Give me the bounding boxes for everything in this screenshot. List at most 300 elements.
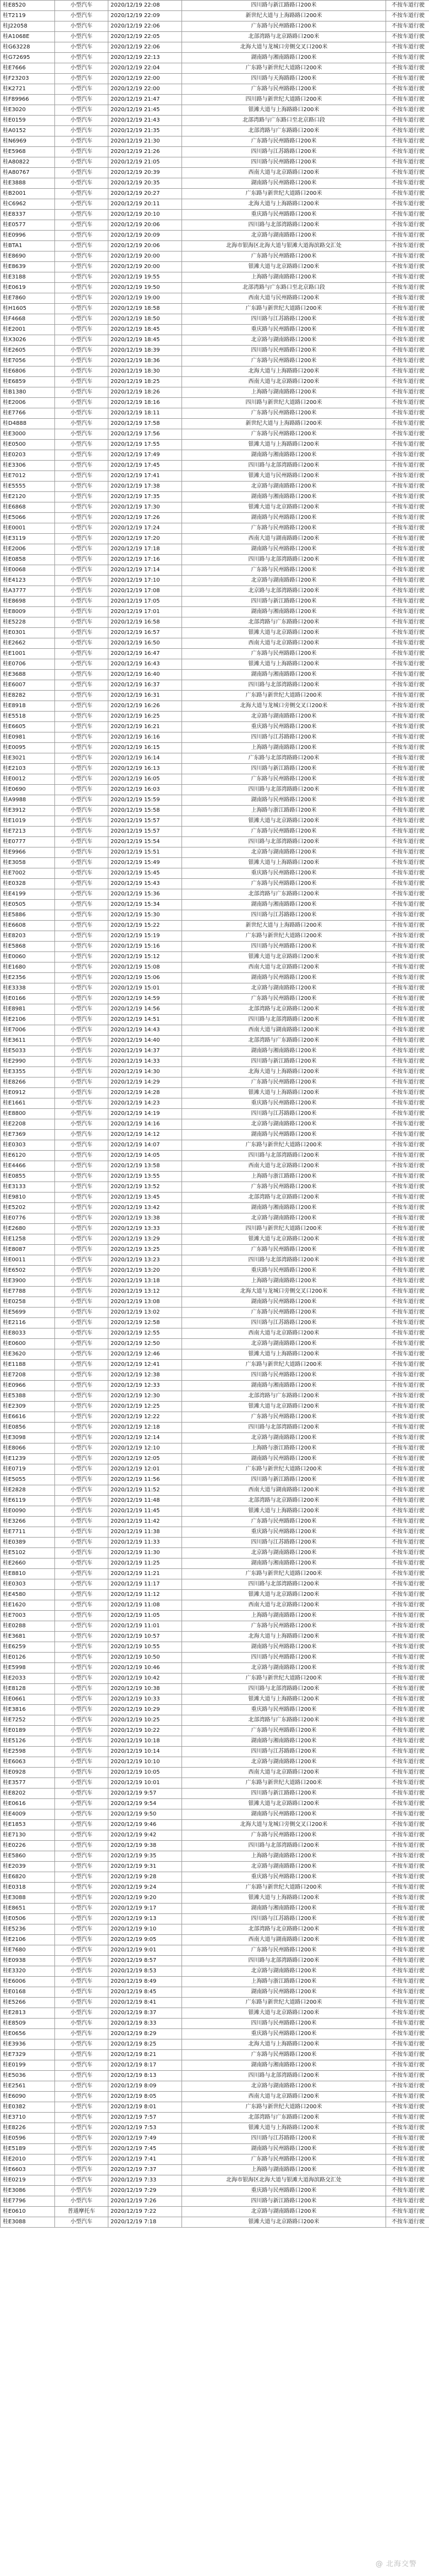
violation-action-cell: 不按车道行驶 xyxy=(386,1778,429,1789)
violation-location-cell: 四川路与江苏路路口200米 xyxy=(182,910,386,921)
violation-action-cell: 不按车道行驶 xyxy=(386,1569,429,1579)
violation-action-cell: 不按车道行驶 xyxy=(386,2144,429,2154)
violation-time-cell: 2020/12/19 15:01 xyxy=(108,983,182,994)
violation-time-cell: 2020/12/19 10:01 xyxy=(108,1778,182,1789)
vehicle-type-cell: 小型汽车 xyxy=(55,210,108,220)
violation-time-cell: 2020/12/19 16:16 xyxy=(108,732,182,743)
violation-time-cell: 2020/12/19 16:14 xyxy=(108,753,182,764)
table-row xyxy=(1,2123,429,2134)
violation-location-cell: 重庆路与民州路路口200米 xyxy=(182,2029,386,2039)
table-row xyxy=(1,461,429,471)
violation-action-cell: 不按车道行驶 xyxy=(386,1193,429,1203)
plate-number-cell: 桂E0938 xyxy=(1,1956,55,1966)
table-row xyxy=(1,105,429,116)
vehicle-type-cell: 小型汽车 xyxy=(55,638,108,649)
table-row xyxy=(1,147,429,157)
violation-time-cell: 2020/12/19 17:45 xyxy=(108,461,182,471)
plate-number-cell: 桂E2120 xyxy=(1,492,55,502)
table-row xyxy=(1,429,429,440)
violation-location-cell: 湖南路与民州路路口200米 xyxy=(182,1130,386,1140)
violation-location-cell: 北京路与湖南路路口200米 xyxy=(182,847,386,858)
violation-action-cell: 不按车道行驶 xyxy=(386,2008,429,2019)
plate-number-cell: 桂E0616 xyxy=(1,1799,55,1809)
plate-number-cell: 桂E0303 xyxy=(1,1140,55,1151)
table-row xyxy=(1,116,429,126)
violation-time-cell: 2020/12/19 20:11 xyxy=(108,199,182,210)
vehicle-type-cell: 小型汽车 xyxy=(55,220,108,231)
vehicle-type-cell: 小型汽车 xyxy=(55,1193,108,1203)
plate-number-cell: 桂E3912 xyxy=(1,806,55,816)
violation-location-cell: 银滩大道与民州路路口200米 xyxy=(182,471,386,482)
violation-time-cell: 2020/12/19 8:49 xyxy=(108,1977,182,1987)
vehicle-type-cell: 小型汽车 xyxy=(55,2196,108,2207)
violation-action-cell: 不按车道行驶 xyxy=(386,837,429,847)
violation-action-cell: 不按车道行驶 xyxy=(386,1360,429,1370)
vehicle-type-cell: 小型汽车 xyxy=(55,1464,108,1475)
vehicle-type-cell: 小型汽车 xyxy=(55,1088,108,1098)
vehicle-type-cell: 小型汽车 xyxy=(55,2008,108,2019)
violation-action-cell: 不按车道行驶 xyxy=(386,1370,429,1381)
violation-location-cell: 广东路与新世纪大道路口200米 xyxy=(182,1360,386,1370)
table-row xyxy=(1,2175,429,2186)
violation-action-cell: 不按车道行驶 xyxy=(386,1391,429,1402)
vehicle-type-cell: 小型汽车 xyxy=(55,419,108,429)
violation-location-cell: 四川路与北部湾路路口200米 xyxy=(182,1579,386,1590)
violation-action-cell: 不按车道行驶 xyxy=(386,994,429,1004)
plate-number-cell: 桂A80822 xyxy=(1,157,55,168)
violation-time-cell: 2020/12/19 17:38 xyxy=(108,482,182,492)
plate-number-cell: 桂E8810 xyxy=(1,1569,55,1579)
violation-action-cell: 不按车道行驶 xyxy=(386,1893,429,1904)
vehicle-type-cell: 小型汽车 xyxy=(55,1590,108,1600)
violation-action-cell: 不按车道行驶 xyxy=(386,314,429,325)
plate-number-cell: 桂E0258 xyxy=(1,1297,55,1308)
violation-time-cell: 2020/12/19 12:22 xyxy=(108,1412,182,1423)
vehicle-type-cell: 小型汽车 xyxy=(55,942,108,952)
vehicle-type-cell: 小型汽车 xyxy=(55,1130,108,1140)
violation-time-cell: 2020/12/19 21:43 xyxy=(108,116,182,126)
vehicle-type-cell: 小型汽车 xyxy=(55,732,108,743)
violation-location-cell: 北京路与湖南路路口200米 xyxy=(182,1663,386,1673)
violation-location-cell: 四川路与江苏路路口200米 xyxy=(182,1318,386,1328)
violation-time-cell: 2020/12/19 16:37 xyxy=(108,680,182,691)
violation-location-cell: 四川路与北部湾路路口200米 xyxy=(182,1255,386,1266)
table-row xyxy=(1,1182,429,1193)
plate-number-cell: 桂E2010 xyxy=(1,2154,55,2165)
violation-action-cell: 不按车道行驶 xyxy=(386,367,429,377)
table-row xyxy=(1,482,429,492)
plate-number-cell: 桂E5189 xyxy=(1,2144,55,2154)
violation-time-cell: 2020/12/19 9:28 xyxy=(108,1872,182,1883)
table-row xyxy=(1,210,429,220)
vehicle-type-cell: 小型汽车 xyxy=(55,1935,108,1945)
violation-time-cell: 2020/12/19 19:55 xyxy=(108,272,182,283)
table-row xyxy=(1,1224,429,1234)
plate-number-cell: 桂E5202 xyxy=(1,1203,55,1213)
violation-action-cell: 不按车道行驶 xyxy=(386,346,429,356)
violation-location-cell: 广东路与民州路路口200米 xyxy=(182,408,386,419)
vehicle-type-cell: 小型汽车 xyxy=(55,994,108,1004)
vehicle-type-cell: 小型汽车 xyxy=(55,272,108,283)
violation-location-cell: 北部湾路与北京路路口200米 xyxy=(182,1496,386,1506)
violation-action-cell: 不按车道行驶 xyxy=(386,962,429,973)
table-row xyxy=(1,1538,429,1548)
vehicle-type-cell: 小型汽车 xyxy=(55,1067,108,1078)
table-row xyxy=(1,1234,429,1245)
plate-number-cell: 桂E3320 xyxy=(1,1966,55,1977)
table-row xyxy=(1,1548,429,1558)
table-row xyxy=(1,1998,429,2008)
vehicle-type-cell: 小型汽车 xyxy=(55,617,108,628)
plate-number-cell: 桂E3888 xyxy=(1,178,55,189)
plate-number-cell: 桂E5126 xyxy=(1,1736,55,1747)
table-row xyxy=(1,1569,429,1579)
plate-number-cell: 桂F23203 xyxy=(1,74,55,84)
violation-location-cell: 北部湾路与广东路路口200米 xyxy=(182,889,386,900)
violation-action-cell: 不按车道行驶 xyxy=(386,1694,429,1705)
violation-action-cell: 不按车道行驶 xyxy=(386,220,429,231)
violation-action-cell: 不按车道行驶 xyxy=(386,1067,429,1078)
violation-time-cell: 2020/12/19 15:45 xyxy=(108,868,182,879)
violation-action-cell: 不按车道行驶 xyxy=(386,461,429,471)
vehicle-type-cell: 小型汽车 xyxy=(55,1998,108,2008)
violation-location-cell: 西南大道与民州路路口200米 xyxy=(182,293,386,304)
plate-number-cell: 桂E0661 xyxy=(1,1694,55,1705)
vehicle-type-cell: 小型汽车 xyxy=(55,1004,108,1015)
violation-action-cell: 不按车道行驶 xyxy=(386,1423,429,1433)
vehicle-type-cell: 小型汽车 xyxy=(55,795,108,806)
violation-action-cell: 不按车道行驶 xyxy=(386,272,429,283)
plate-number-cell: 桂E5868 xyxy=(1,942,55,952)
violation-location-cell: 湖南路与民州路路口200米 xyxy=(182,1454,386,1464)
vehicle-type-cell: 小型汽车 xyxy=(55,2019,108,2029)
violation-action-cell: 不按车道行驶 xyxy=(386,1078,429,1088)
violation-time-cell: 2020/12/19 9:05 xyxy=(108,1935,182,1945)
plate-number-cell: 桂E0189 xyxy=(1,1726,55,1736)
table-row xyxy=(1,2081,429,2092)
violation-location-cell: 北部湾路与广东路路口200米 xyxy=(182,1036,386,1046)
plate-number-cell: 桂E0203 xyxy=(1,450,55,461)
violation-action-cell: 不按车道行驶 xyxy=(386,555,429,565)
violation-time-cell: 2020/12/19 13:42 xyxy=(108,1203,182,1213)
violation-time-cell: 2020/12/19 13:23 xyxy=(108,1255,182,1266)
table-row xyxy=(1,806,429,816)
violation-time-cell: 2020/12/19 14:19 xyxy=(108,1109,182,1119)
vehicle-type-cell: 小型汽车 xyxy=(55,157,108,168)
violation-action-cell: 不按车道行驶 xyxy=(386,659,429,670)
vehicle-type-cell: 小型汽车 xyxy=(55,63,108,74)
vehicle-type-cell: 小型汽车 xyxy=(55,806,108,816)
violation-location-cell: 广东路与民州路路口200米 xyxy=(182,1945,386,1956)
violation-action-cell: 不按车道行驶 xyxy=(386,2154,429,2165)
plate-number-cell: 桂E0596 xyxy=(1,2134,55,2144)
plate-number-cell: 桂E8203 xyxy=(1,931,55,942)
plate-number-cell: 桂E5518 xyxy=(1,712,55,722)
violation-location-cell: 北部湾路与广东路路口200米 xyxy=(182,2113,386,2123)
violation-action-cell: 不按车道行驶 xyxy=(386,701,429,712)
violation-location-cell: 银滩大道与上海路路口200米 xyxy=(182,1088,386,1098)
violation-location-cell: 重庆路与民州路路口200米 xyxy=(182,1527,386,1538)
violation-location-cell: 新世纪大道与上海路路口200米 xyxy=(182,419,386,429)
plate-number-cell: 桂E6120 xyxy=(1,1151,55,1161)
violation-action-cell: 不按车道行驶 xyxy=(386,858,429,868)
vehicle-type-cell: 小型汽车 xyxy=(55,1883,108,1893)
violation-action-cell: 不按车道行驶 xyxy=(386,670,429,680)
vehicle-type-cell: 小型汽车 xyxy=(55,293,108,304)
violation-action-cell: 不按车道行驶 xyxy=(386,398,429,408)
violation-time-cell: 2020/12/19 9:10 xyxy=(108,1924,182,1935)
plate-number-cell: 桂E0719 xyxy=(1,1464,55,1475)
plate-number-cell: 桂E3188 xyxy=(1,272,55,283)
plate-number-cell: 桂E1239 xyxy=(1,1454,55,1464)
violation-action-cell: 不按车道行驶 xyxy=(386,1632,429,1642)
violation-location-cell: 四川路与新世纪大道路口200米 xyxy=(182,1224,386,1234)
plate-number-cell: 桂E4466 xyxy=(1,1161,55,1172)
plate-number-cell: 桂E2598 xyxy=(1,1747,55,1757)
vehicle-type-cell: 小型汽车 xyxy=(55,42,108,53)
table-row xyxy=(1,712,429,722)
vehicle-type-cell: 小型汽车 xyxy=(55,2102,108,2113)
plate-number-cell: 桂A0152 xyxy=(1,126,55,136)
table-row xyxy=(1,220,429,231)
table-row xyxy=(1,1914,429,1924)
table-row xyxy=(1,973,429,983)
violation-location-cell: 北京路与湖南路路口200米 xyxy=(182,1213,386,1224)
table-row xyxy=(1,1747,429,1757)
plate-number-cell: 桂E2309 xyxy=(1,1402,55,1412)
violation-time-cell: 2020/12/19 9:35 xyxy=(108,1851,182,1862)
plate-number-cell: 桂E7860 xyxy=(1,293,55,304)
table-row xyxy=(1,1579,429,1590)
plate-number-cell: 桂F89966 xyxy=(1,95,55,105)
table-row xyxy=(1,1611,429,1621)
plate-number-cell: 桂F4668 xyxy=(1,314,55,325)
vehicle-type-cell: 小型汽车 xyxy=(55,1778,108,1789)
vehicle-type-cell: 小型汽车 xyxy=(55,251,108,262)
vehicle-type-cell: 小型汽车 xyxy=(55,1600,108,1611)
table-row xyxy=(1,1067,429,1078)
plate-number-cell: 桂E8639 xyxy=(1,262,55,272)
vehicle-type-cell: 小型汽车 xyxy=(55,1579,108,1590)
violation-location-cell: 银滩大道与上海路路口200米 xyxy=(182,858,386,868)
plate-number-cell: 桂E8282 xyxy=(1,691,55,701)
table-row xyxy=(1,1151,429,1161)
violation-time-cell: 2020/12/19 21:35 xyxy=(108,126,182,136)
violation-time-cell: 2020/12/19 16:58 xyxy=(108,617,182,628)
vehicle-type-cell: 小型汽车 xyxy=(55,450,108,461)
violation-time-cell: 2020/12/19 15:57 xyxy=(108,827,182,837)
violation-location-cell: 银滩大道与北京路路口200米 xyxy=(182,2008,386,2019)
table-row xyxy=(1,2039,429,2050)
violation-time-cell: 2020/12/19 9:13 xyxy=(108,1914,182,1924)
violation-location-cell: 北京路与湖南路路口200米 xyxy=(182,482,386,492)
violation-action-cell: 不按车道行驶 xyxy=(386,607,429,617)
plate-number-cell: 桂E3936 xyxy=(1,2039,55,2050)
violation-location-cell: 西南大道与湖南路路口200米 xyxy=(182,1485,386,1496)
vehicle-type-cell: 小型汽车 xyxy=(55,565,108,576)
table-row xyxy=(1,2207,429,2217)
violation-time-cell: 2020/12/19 13:18 xyxy=(108,1276,182,1287)
vehicle-type-cell: 小型汽车 xyxy=(55,649,108,659)
violation-time-cell: 2020/12/19 19:50 xyxy=(108,283,182,293)
vehicle-type-cell: 小型汽车 xyxy=(55,1841,108,1851)
violation-time-cell: 2020/12/19 17:08 xyxy=(108,586,182,597)
violation-action-cell: 不按车道行驶 xyxy=(386,1,429,11)
violation-location-cell: 湖南路与湘南路路口200米 xyxy=(182,1558,386,1569)
violation-action-cell: 不按车道行驶 xyxy=(386,576,429,586)
violation-time-cell: 2020/12/19 21:05 xyxy=(108,157,182,168)
vehicle-type-cell: 小型汽车 xyxy=(55,2113,108,2123)
violation-location-cell: 重庆路与民州路路口200米 xyxy=(182,868,386,879)
vehicle-type-cell: 小型汽车 xyxy=(55,241,108,251)
violation-action-cell: 不按车道行驶 xyxy=(386,973,429,983)
violation-action-cell: 不按车道行驶 xyxy=(386,868,429,879)
violation-time-cell: 2020/12/19 7:37 xyxy=(108,2165,182,2175)
plate-number-cell: 桂E0166 xyxy=(1,994,55,1004)
table-row xyxy=(1,1789,429,1799)
table-row xyxy=(1,262,429,272)
violation-location-cell: 北海大道与上海路路口200米 xyxy=(182,2039,386,2050)
table-row xyxy=(1,2050,429,2060)
table-row xyxy=(1,1684,429,1694)
plate-number-cell: 桂E3021 xyxy=(1,753,55,764)
violation-action-cell: 不按车道行驶 xyxy=(386,210,429,220)
table-row xyxy=(1,2113,429,2123)
plate-number-cell: 桂E0928 xyxy=(1,1768,55,1778)
violation-location-cell: 广东路与新世纪大道路口200米 xyxy=(182,931,386,942)
violation-time-cell: 2020/12/19 16:31 xyxy=(108,691,182,701)
table-row xyxy=(1,2008,429,2019)
violation-time-cell: 2020/12/19 21:47 xyxy=(108,95,182,105)
table-row xyxy=(1,1245,429,1255)
violation-time-cell: 2020/12/19 16:43 xyxy=(108,659,182,670)
violation-action-cell: 不按车道行驶 xyxy=(386,482,429,492)
table-row xyxy=(1,607,429,617)
vehicle-type-cell: 小型汽车 xyxy=(55,576,108,586)
violation-location-cell: 广东路与民州路路口200米 xyxy=(182,1245,386,1255)
vehicle-type-cell: 小型汽车 xyxy=(55,1370,108,1381)
violation-location-cell: 四川路与北部湾路路口200米 xyxy=(182,1423,386,1433)
table-row xyxy=(1,1046,429,1057)
plate-number-cell: 桂E0328 xyxy=(1,879,55,889)
violation-action-cell: 不按车道行驶 xyxy=(386,1245,429,1255)
plate-number-cell: 桂E1853 xyxy=(1,1820,55,1830)
table-row xyxy=(1,2134,429,2144)
vehicle-type-cell: 小型汽车 xyxy=(55,11,108,21)
violation-time-cell: 2020/12/19 7:22 xyxy=(108,2207,182,2217)
violation-location-cell: 北京路与湖南路路口200米 xyxy=(182,1966,386,1977)
violation-action-cell: 不按车道行驶 xyxy=(386,931,429,942)
table-row xyxy=(1,1809,429,1820)
violation-action-cell: 不按车道行驶 xyxy=(386,1558,429,1569)
vehicle-type-cell: 小型汽车 xyxy=(55,1234,108,1245)
violation-action-cell: 不按车道行驶 xyxy=(386,419,429,429)
plate-number-cell: 桂E9810 xyxy=(1,1193,55,1203)
violation-time-cell: 2020/12/19 8:21 xyxy=(108,2050,182,2060)
violation-location-cell: 北海市银海区北海大道与银滩大道海滨路交汇处 xyxy=(182,2175,386,2186)
plate-number-cell: 桂E2103 xyxy=(1,764,55,774)
vehicle-type-cell: 小型汽车 xyxy=(55,356,108,367)
plate-number-cell: 桂E3355 xyxy=(1,1067,55,1078)
vehicle-type-cell: 小型汽车 xyxy=(55,900,108,910)
violation-action-cell: 不按车道行驶 xyxy=(386,325,429,335)
violation-action-cell: 不按车道行驶 xyxy=(386,1182,429,1193)
violation-action-cell: 不按车道行驶 xyxy=(386,1642,429,1653)
vehicle-type-cell: 小型汽车 xyxy=(55,1558,108,1569)
plate-number-cell: 桂E3098 xyxy=(1,1433,55,1443)
vehicle-type-cell: 小型汽车 xyxy=(55,1527,108,1538)
table-row xyxy=(1,1841,429,1851)
table-row xyxy=(1,889,429,900)
vehicle-type-cell: 小型汽车 xyxy=(55,1611,108,1621)
vehicle-type-cell: 小型汽车 xyxy=(55,1862,108,1872)
plate-number-cell: 桂E0382 xyxy=(1,2102,55,2113)
violation-action-cell: 不按车道行驶 xyxy=(386,879,429,889)
plate-number-cell: 桂A80767 xyxy=(1,168,55,178)
violation-location-cell: 银滩大道与北京路路口200米 xyxy=(182,1402,386,1412)
plate-number-cell: 桂E7796 xyxy=(1,2196,55,2207)
plate-number-cell: 桂E0199 xyxy=(1,2060,55,2071)
plate-number-cell: 桂E3058 xyxy=(1,858,55,868)
plate-number-cell: 桂E3816 xyxy=(1,1705,55,1715)
violation-location-cell: 广东路与民州路路口200米 xyxy=(182,21,386,32)
vehicle-type-cell: 小型汽车 xyxy=(55,1172,108,1182)
violation-location-cell: 广东路与民州路路口200米 xyxy=(182,251,386,262)
violation-time-cell: 2020/12/19 15:16 xyxy=(108,942,182,952)
violation-location-cell: 四川路与北部湾路路口200米 xyxy=(182,555,386,565)
vehicle-type-cell: 小型汽车 xyxy=(55,931,108,942)
violation-action-cell: 不按车道行驶 xyxy=(386,1736,429,1747)
violation-location-cell: 银滩大道与北京路路口200米 xyxy=(182,1590,386,1600)
table-row xyxy=(1,74,429,84)
violation-time-cell: 2020/12/19 21:45 xyxy=(108,105,182,116)
violation-action-cell: 不按车道行驶 xyxy=(386,743,429,753)
vehicle-type-cell: 小型汽车 xyxy=(55,1632,108,1642)
table-row xyxy=(1,272,429,283)
vehicle-type-cell: 小型汽车 xyxy=(55,168,108,178)
violation-action-cell: 不按车道行驶 xyxy=(386,178,429,189)
violation-action-cell: 不按车道行驶 xyxy=(386,1349,429,1360)
plate-number-cell: 桂E5699 xyxy=(1,1308,55,1318)
table-row xyxy=(1,1799,429,1809)
violation-time-cell: 2020/12/19 13:45 xyxy=(108,1193,182,1203)
violation-location-cell: 西南大道与北京路路口200米 xyxy=(182,1161,386,1172)
violation-location-cell: 湖南路与民州路路口200米 xyxy=(182,513,386,523)
vehicle-type-cell: 小型汽车 xyxy=(55,816,108,827)
violation-action-cell: 不按车道行驶 xyxy=(386,1841,429,1851)
violation-location-cell: 湖南路与湘南路路口200米 xyxy=(182,492,386,502)
vehicle-type-cell: 小型汽车 xyxy=(55,178,108,189)
violation-action-cell: 不按车道行驶 xyxy=(386,1485,429,1496)
violation-location-cell: 广东路与北部湾路路口200米 xyxy=(182,753,386,764)
plate-number-cell: 桂E6868 xyxy=(1,502,55,513)
violation-location-cell: 北京路与湖南路路口200米 xyxy=(182,1433,386,1443)
violation-action-cell: 不按车道行驶 xyxy=(386,136,429,147)
table-row xyxy=(1,1276,429,1287)
plate-number-cell: 桂E0389 xyxy=(1,1538,55,1548)
violation-time-cell: 2020/12/19 18:11 xyxy=(108,408,182,419)
plate-number-cell: 桂E5998 xyxy=(1,1663,55,1673)
violation-time-cell: 2020/12/19 8:09 xyxy=(108,2081,182,2092)
table-row xyxy=(1,586,429,597)
violation-action-cell: 不按车道行驶 xyxy=(386,1203,429,1213)
plate-number-cell: 桂E0060 xyxy=(1,952,55,962)
violation-action-cell: 不按车道行驶 xyxy=(386,2019,429,2029)
violation-location-cell: 上海路与浙江路路口200米 xyxy=(182,1977,386,1987)
table-row xyxy=(1,1924,429,1935)
vehicle-type-cell: 小型汽车 xyxy=(55,262,108,272)
violation-time-cell: 2020/12/19 8:01 xyxy=(108,2102,182,2113)
